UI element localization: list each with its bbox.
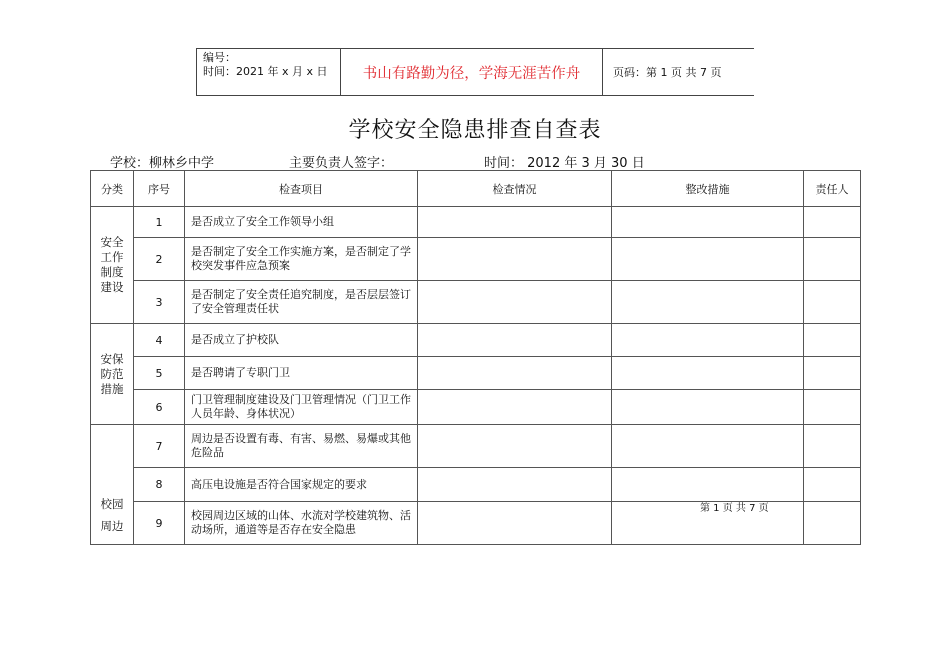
status-cell[interactable]	[418, 207, 612, 238]
table-header-row	[91, 171, 861, 207]
row-number: 8	[134, 468, 185, 502]
row-number: 3	[134, 281, 185, 324]
table-row	[91, 502, 861, 545]
row-number: 7	[134, 425, 185, 468]
responsible-cell[interactable]	[804, 357, 861, 390]
row-number: 9	[134, 502, 185, 545]
check-item: 是否成立了安全工作领导小组	[185, 207, 418, 238]
table-row	[91, 425, 861, 468]
check-item: 是否制定了安全责任追究制度，是否层层签订了安全管理责任状	[185, 281, 418, 324]
status-cell[interactable]	[418, 425, 612, 468]
measures-cell[interactable]	[612, 468, 804, 502]
row-number: 5	[134, 357, 185, 390]
measures-cell[interactable]	[612, 390, 804, 425]
signer-label: 主要负责人签字：	[289, 156, 394, 171]
header-category: 分类	[91, 171, 134, 207]
check-item: 高压电设施是否符合国家规定的要求	[185, 468, 418, 502]
category-label: 校园 周边	[100, 496, 124, 533]
row-number: 1	[134, 207, 185, 238]
category-cell	[91, 324, 134, 425]
page-footer-note: 第 1 页 共 7 页	[700, 503, 769, 514]
check-item: 是否制定了安全工作实施方案，是否制定了学校突发事件应急预案	[185, 238, 418, 281]
category-cell	[91, 425, 134, 545]
measures-cell[interactable]	[612, 238, 804, 281]
header-item: 检查项目	[185, 171, 418, 207]
header-status: 检查情况	[418, 171, 612, 207]
measures-cell[interactable]	[612, 207, 804, 238]
responsible-cell[interactable]	[804, 324, 861, 357]
check-item: 门卫管理制度建设及门卫管理情况（门卫工作人员年龄、身体状况）	[185, 390, 418, 425]
time-label: 时间：2021 年 x 月 x 日	[203, 65, 328, 78]
table-row	[91, 324, 861, 357]
status-cell[interactable]	[418, 357, 612, 390]
table-row	[91, 238, 861, 281]
table-row	[91, 281, 861, 324]
category-label: 安保 防范 措施	[100, 351, 124, 396]
status-cell[interactable]	[418, 324, 612, 357]
school-name: 学校：柳林乡中学	[110, 156, 215, 171]
header-meta	[197, 49, 341, 95]
motto: 书山有路勤为径，学海无涯苦作舟	[341, 49, 603, 95]
check-item: 校园周边区域的山体、水流对学校建筑物、活动场所，通道等是否存在安全隐患	[185, 502, 418, 545]
responsible-cell[interactable]	[804, 468, 861, 502]
row-number: 4	[134, 324, 185, 357]
status-cell[interactable]	[418, 390, 612, 425]
status-cell[interactable]	[418, 502, 612, 545]
measures-cell[interactable]	[612, 357, 804, 390]
inspection-table	[90, 170, 861, 545]
table-row	[91, 468, 861, 502]
measures-cell[interactable]	[612, 502, 804, 545]
row-number: 2	[134, 238, 185, 281]
status-cell[interactable]	[418, 281, 612, 324]
responsible-cell[interactable]	[804, 207, 861, 238]
status-cell[interactable]	[418, 238, 612, 281]
measures-cell[interactable]	[612, 281, 804, 324]
header-responsible: 责任人	[804, 171, 861, 207]
responsible-cell[interactable]	[804, 502, 861, 545]
header-number: 序号	[134, 171, 185, 207]
responsible-cell[interactable]	[804, 425, 861, 468]
responsible-cell[interactable]	[804, 281, 861, 324]
check-item: 是否聘请了专职门卫	[185, 357, 418, 390]
table-row	[91, 207, 861, 238]
measures-cell[interactable]	[612, 425, 804, 468]
responsible-cell[interactable]	[804, 238, 861, 281]
document-header	[196, 48, 754, 96]
category-label: 安全 工作 制度 建设	[100, 235, 124, 294]
category-cell	[91, 207, 134, 324]
page-code: 页码：第 1 页 共 7 页	[613, 66, 722, 79]
table-row	[91, 357, 861, 390]
code-label: 编号：	[203, 51, 236, 64]
responsible-cell[interactable]	[804, 390, 861, 425]
check-date: 时间： 2012 年 3 月 30 日	[484, 156, 645, 171]
header-measures: 整改措施	[612, 171, 804, 207]
check-item: 是否成立了护校队	[185, 324, 418, 357]
status-cell[interactable]	[418, 468, 612, 502]
row-number: 6	[134, 390, 185, 425]
check-item: 周边是否设置有毒、有害、易燃、易爆或其他危险品	[185, 425, 418, 468]
measures-cell[interactable]	[612, 324, 804, 357]
table-row	[91, 390, 861, 425]
page-title: 学校安全隐患排查自查表	[348, 118, 602, 143]
